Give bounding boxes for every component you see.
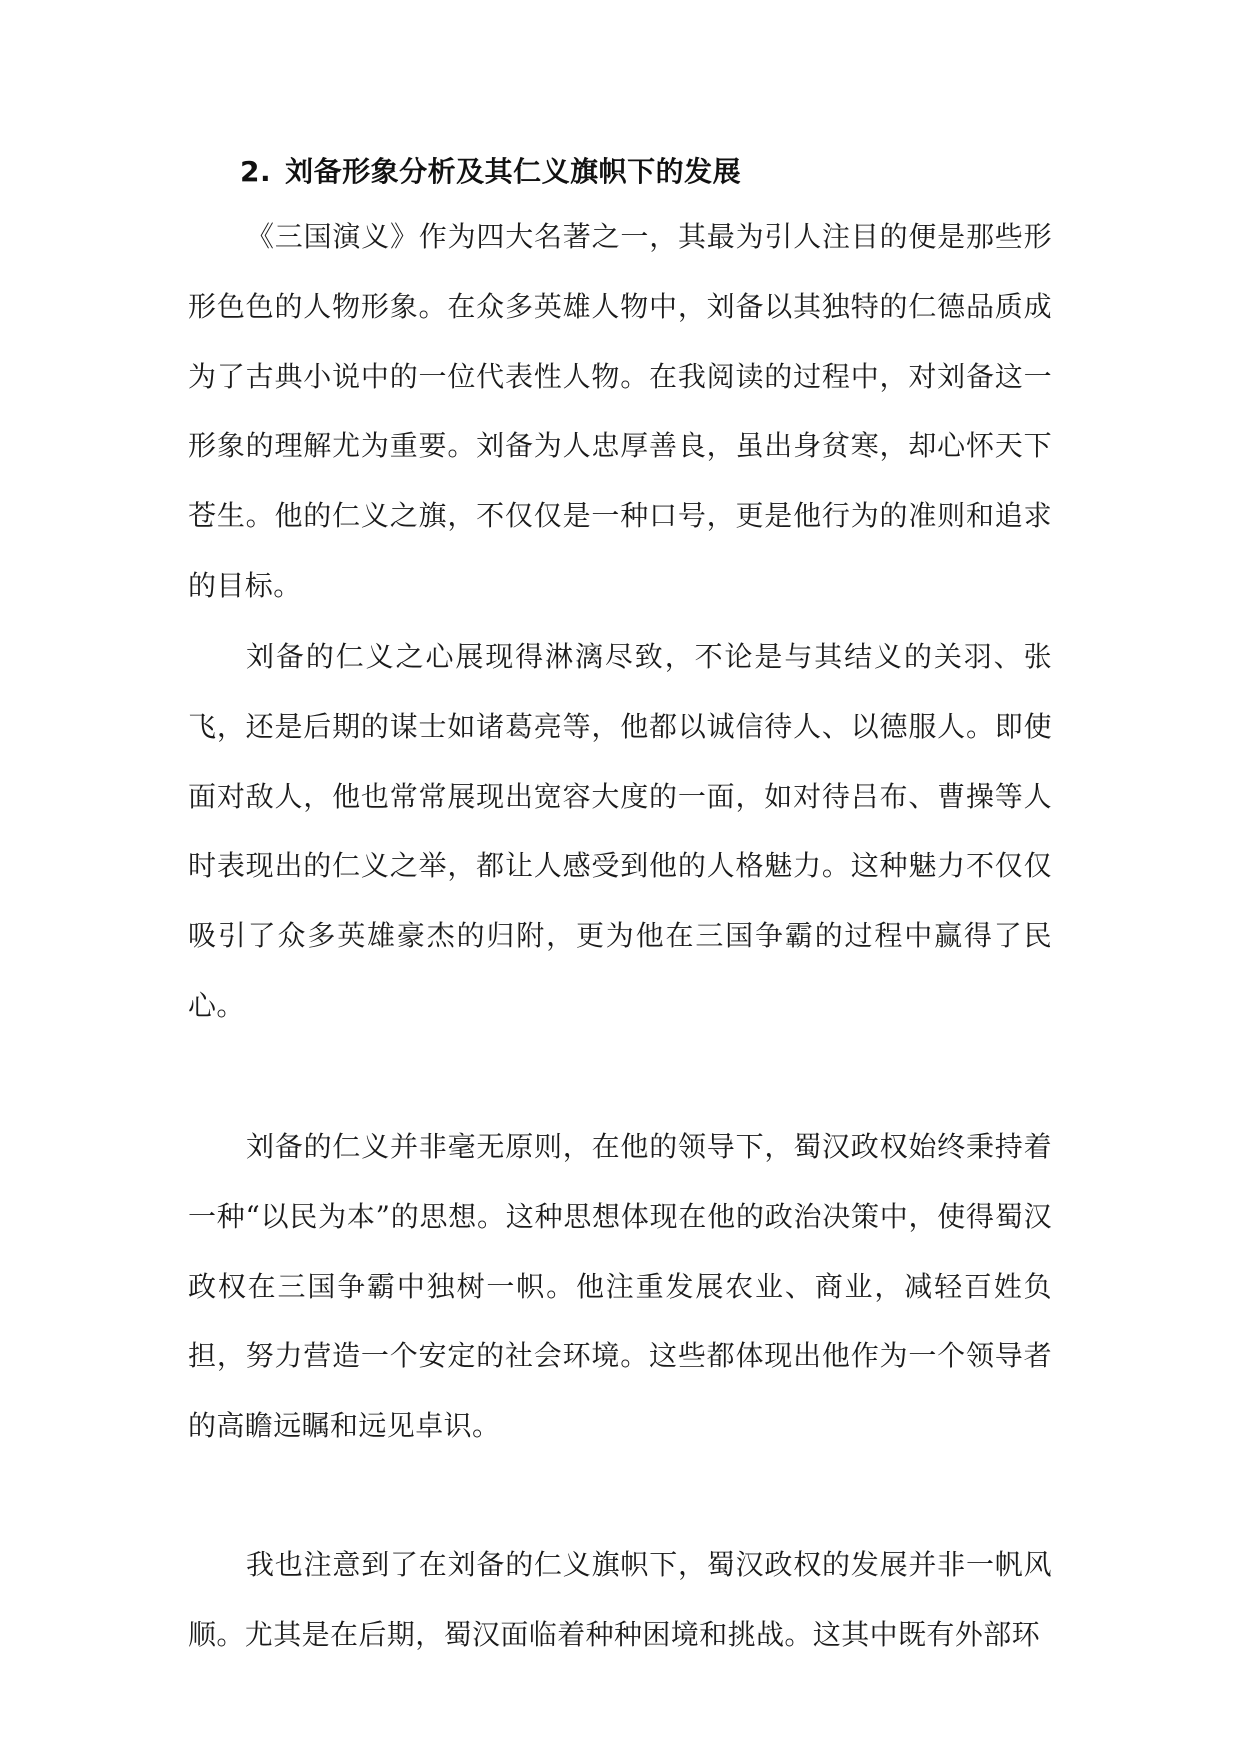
paragraph-4: 我也注意到了在刘备的仁义旗帜下，蜀汉政权的发展并非一帆风顺。尤其是在后期，蜀汉面临着种种困境和挑战。这其中既有外部环 <box>188 1548 1052 1651</box>
section-title: 刘备形象分析及其仁义旗帜下的发展 <box>285 155 742 188</box>
paragraph-1: 《三国演义》作为四大名著之一，其最为引人注目的便是那些形形色色的人物形象。在众多英雄人物中，刘备以其独特的仁德品质成为了古典小说中的一位代表性人物。在我阅读的过程中，对刘备这一形象的理解尤为重要。刘备为人忠厚善良，虽出身贫寒，却心怀天下苍生。他的仁义之旗，不仅仅是一种口号，更是他行为的准则和追求的目标。 <box>188 220 1052 602</box>
section-number: 2. <box>240 155 272 188</box>
paragraph-2: 刘备的仁义之心展现得淋漓尽致，不论是与其结义的关羽、张飞，还是后期的谋士如诸葛亮等，他都以诚信待人、以德服人。即使面对敌人，他也常常展现出宽容大度的一面，如对待吕布、曹操等人时表现出的仁义之举，都让人感受到他的人格魅力。这种魅力不仅仅吸引了众多英雄豪杰的归附，更为他在三国争霸的过程中赢得了民心。 <box>188 640 1052 1022</box>
paragraph-3: 刘备的仁义并非毫无原则，在他的领导下，蜀汉政权始终秉持着一种“以民为本”的思想。这种思想体现在他的政治决策中，使得蜀汉政权在三国争霸中独树一帜。他注重发展农业、商业，减轻百姓负担，努力营造一个安定的社会环境。这些都体现出他作为一个领导者的高瞻远瞩和远见卓识。 <box>188 1130 1052 1443</box>
section-heading <box>240 152 741 192</box>
